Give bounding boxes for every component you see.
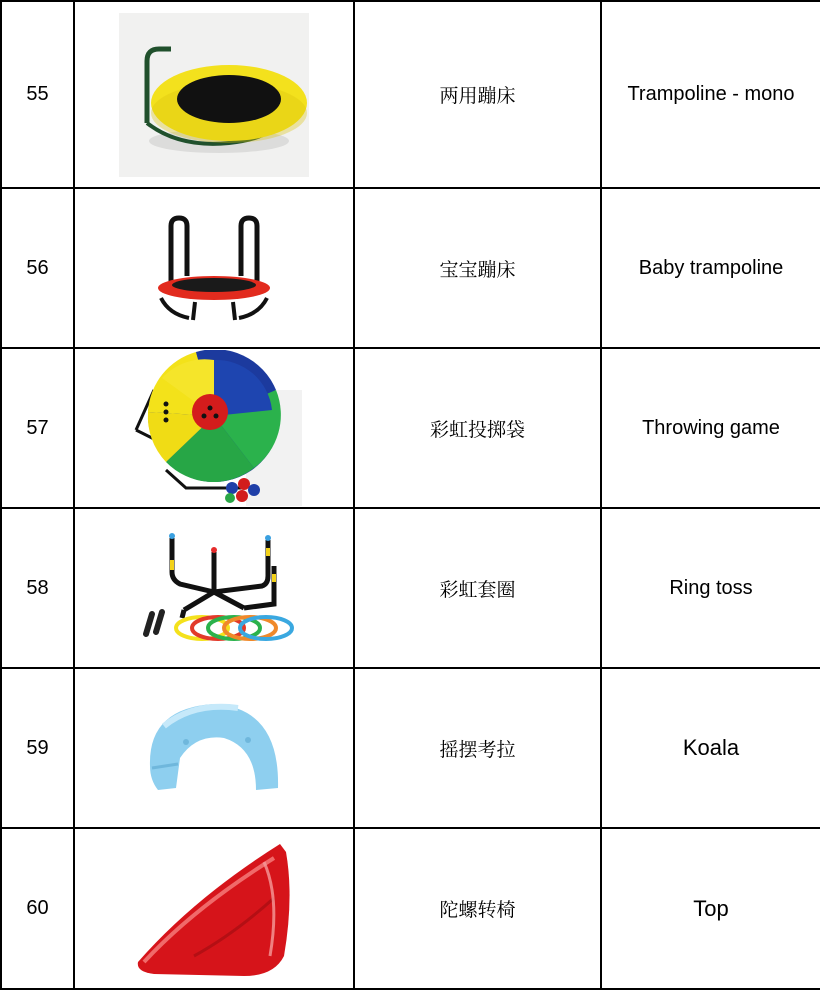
yellow-trampoline-icon [119, 13, 309, 177]
chinese-name: 彩虹套圈 [354, 508, 601, 668]
chinese-name: 摇摆考拉 [354, 668, 601, 828]
table-row [1, 668, 820, 828]
chinese-name: 陀螺转椅 [354, 828, 601, 989]
english-name: Baby trampoline [601, 188, 820, 348]
koala-rocker-icon [144, 698, 284, 798]
table-row [1, 508, 820, 668]
table-row [1, 828, 820, 989]
english-name: Throwing game [601, 348, 820, 508]
item-number: 60 [1, 828, 74, 989]
item-number: 56 [1, 188, 74, 348]
table-row [1, 1, 820, 188]
product-image-cell [74, 668, 354, 828]
ring-toss-icon [124, 530, 304, 646]
baby-trampoline-icon [149, 210, 279, 326]
product-image-cell [74, 508, 354, 668]
english-name: Koala [601, 668, 820, 828]
table-row [1, 348, 820, 508]
chinese-name: 彩虹投掷袋 [354, 348, 601, 508]
chinese-name: 宝宝蹦床 [354, 188, 601, 348]
chinese-name: 两用蹦床 [354, 1, 601, 188]
item-number: 57 [1, 348, 74, 508]
throwing-game-icon [126, 350, 302, 506]
english-name: Top [601, 828, 820, 989]
product-image-cell [74, 188, 354, 348]
english-name: Trampoline - mono [601, 1, 820, 188]
product-image-cell [74, 828, 354, 989]
item-number: 59 [1, 668, 74, 828]
item-number: 58 [1, 508, 74, 668]
product-image-cell [74, 348, 354, 508]
spinning-top-chair-icon [134, 838, 294, 980]
table-row [1, 188, 820, 348]
product-image-cell [74, 1, 354, 188]
item-number: 55 [1, 1, 74, 188]
english-name: Ring toss [601, 508, 820, 668]
